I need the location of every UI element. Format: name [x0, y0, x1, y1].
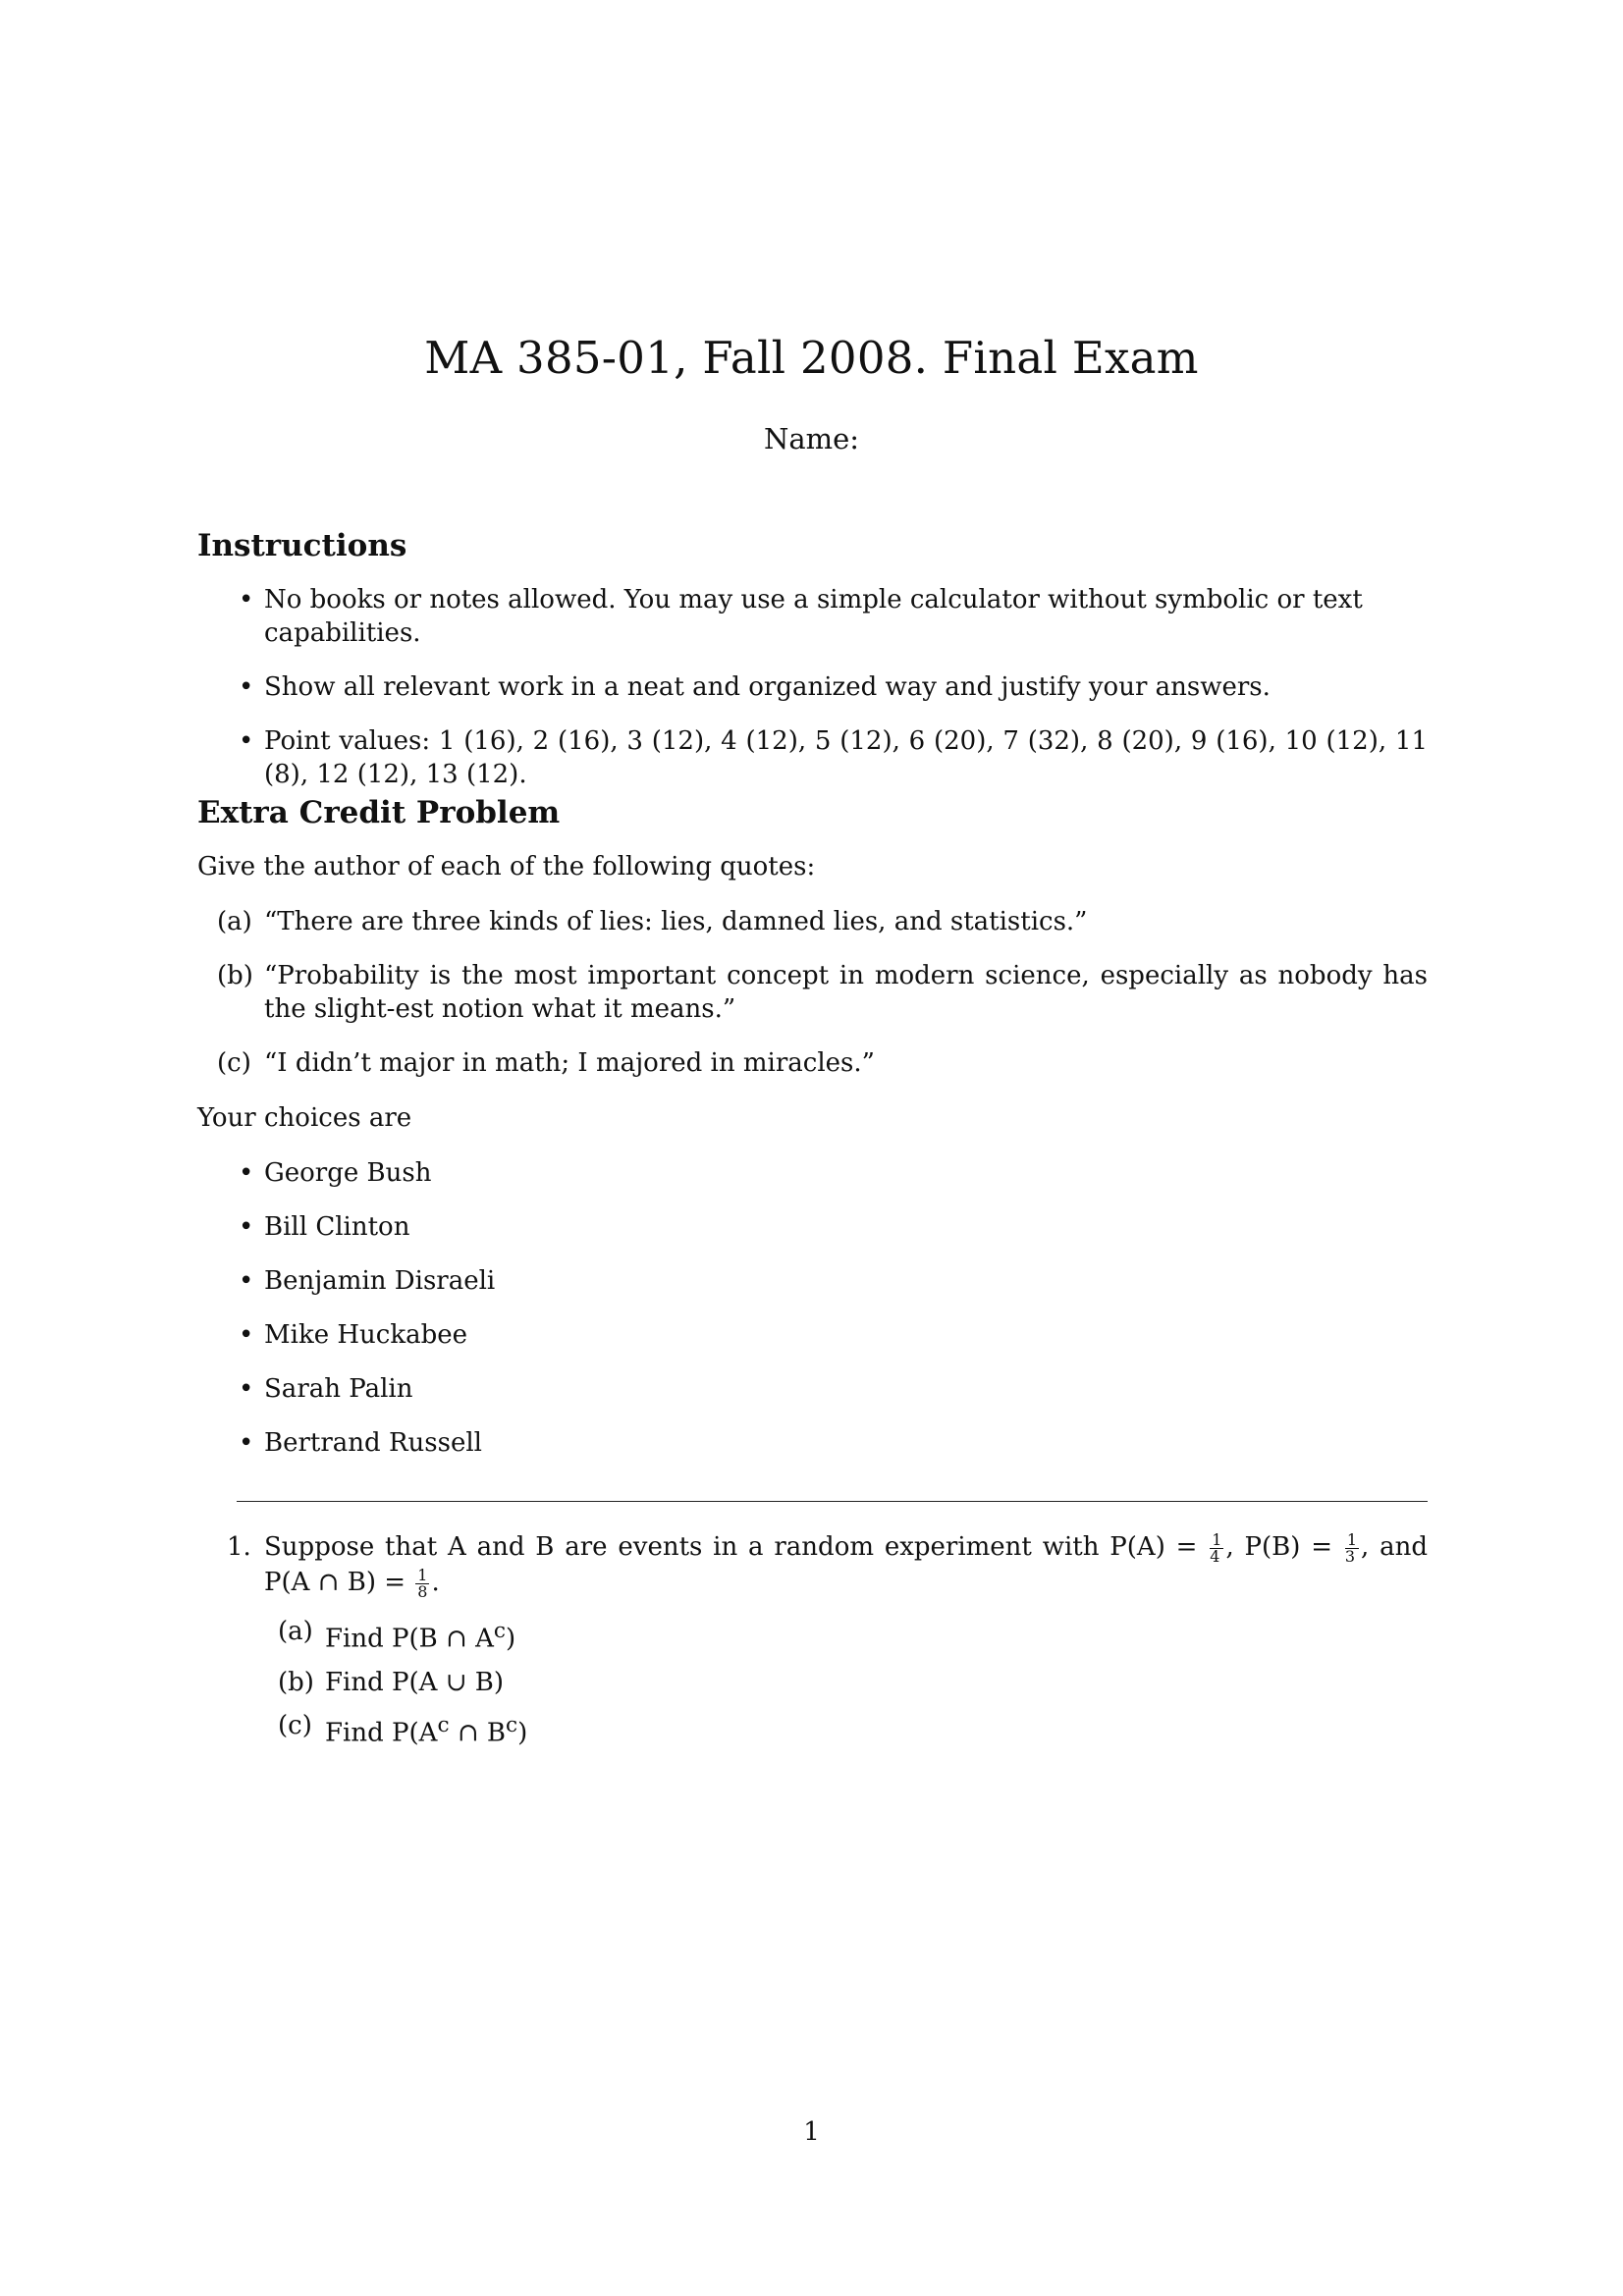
list-item: [197, 1156, 1428, 1190]
problem-statement: [264, 1529, 1428, 1565]
part-close: ): [517, 1718, 528, 1748]
list-item: [197, 583, 1428, 650]
fraction-pab: [415, 1565, 429, 1601]
extra-credit-prompt: Give the author of each of the following quotes:: [197, 852, 816, 881]
list-item: [197, 1426, 1428, 1460]
instruction-text: Point values: 1 (16), 2 (16), 3 (12), 4 (12), 5 (12), 6 (20), 7 (32), 8 (20), 9 (16), 10 (12), 11 (8), 12 (12), 13 (12).: [264, 726, 1428, 789]
list-item: [197, 1372, 1428, 1406]
part-text: Find P(A ∪ B): [325, 1667, 504, 1697]
section-divider: [237, 1501, 1428, 1502]
choices-list: [197, 1156, 1428, 1460]
list-item: [197, 1704, 1428, 1755]
bullet-icon: •: [239, 672, 254, 702]
fraction-pb: [1344, 1529, 1359, 1566]
part-label: (a): [278, 1617, 313, 1646]
fraction-numerator: 1: [1212, 1529, 1222, 1549]
quote-label: (a): [217, 907, 252, 936]
bullet-icon: •: [239, 1158, 254, 1188]
list-item: [197, 1210, 1428, 1244]
list-item: [197, 959, 1428, 1026]
bullet-icon: •: [239, 726, 254, 756]
instructions-list: [197, 583, 1428, 791]
instructions-heading: Instructions: [197, 528, 407, 563]
list-item: [197, 1264, 1428, 1298]
problem-statement-line2: P(A ∩ B) = $\frac{1}{8}$ .: [264, 1565, 440, 1601]
instruction-text: Show all relevant work in a neat and organized way and justify your answers.: [264, 672, 1271, 702]
intersection-label: P(A ∩ B) =: [264, 1568, 406, 1597]
list-item: [197, 1318, 1428, 1352]
fraction-numerator: 1: [417, 1565, 428, 1584]
quote-text: “Probability is the most important concept in modern science, especially as nobody has the slight-est notion what it means.”: [264, 961, 1428, 1024]
fraction-denominator: 4: [1210, 1546, 1220, 1566]
bullet-icon: •: [239, 1428, 254, 1458]
quote-label: (c): [217, 1048, 251, 1078]
part-text: Find P(A: [325, 1718, 438, 1748]
part-superscript: c: [493, 1619, 506, 1643]
list-item: [197, 670, 1428, 704]
bullet-icon: •: [239, 585, 254, 614]
quote-text: “There are three kinds of lies: lies, damned lies, and statistics.”: [264, 907, 1088, 936]
list-item: [197, 905, 1428, 938]
choice-text: Mike Huckabee: [264, 1320, 467, 1350]
fraction-denominator: 3: [1344, 1546, 1356, 1566]
fraction-denominator: 8: [417, 1581, 428, 1601]
and-word: , and: [1361, 1532, 1429, 1562]
part-label: (b): [278, 1667, 314, 1697]
part-close: ): [505, 1624, 516, 1654]
problem-1: [197, 1529, 1428, 1600]
bullet-icon: •: [239, 1374, 254, 1404]
bullet-icon: •: [239, 1266, 254, 1296]
pb-label: , P(B) =: [1225, 1532, 1333, 1562]
list-item: [197, 1046, 1428, 1080]
choice-text: Bill Clinton: [264, 1212, 410, 1242]
choice-text: Sarah Palin: [264, 1374, 413, 1404]
bullet-icon: •: [239, 1320, 254, 1350]
part-text: Find P(B ∩ A: [325, 1624, 494, 1654]
choice-text: Bertrand Russell: [264, 1428, 482, 1458]
list-item: [197, 1661, 1428, 1704]
list-item: [197, 724, 1428, 791]
page-number: 1: [803, 2117, 820, 2147]
name-label: Name:: [763, 422, 860, 455]
choice-text: George Bush: [264, 1158, 432, 1188]
statement-text: Suppose that A and B are events in a random experiment with P(A) =: [264, 1532, 1198, 1562]
page-title: MA 385-01, Fall 2008. Final Exam: [424, 332, 1199, 384]
part-superscript: c: [437, 1712, 450, 1737]
choices-intro: Your choices are: [197, 1103, 412, 1133]
part-label: (c): [278, 1710, 312, 1740]
quote-text: “I didn’t major in math; I majored in miracles.”: [264, 1048, 875, 1078]
quote-label: (b): [217, 961, 253, 990]
problem-1-parts: [197, 1610, 1428, 1754]
choice-text: Benjamin Disraeli: [264, 1266, 496, 1296]
extra-credit-heading: Extra Credit Problem: [197, 795, 561, 830]
list-item: [197, 1610, 1428, 1661]
fraction-numerator: 1: [1346, 1529, 1358, 1549]
bullet-icon: •: [239, 1212, 254, 1242]
fraction-pa: [1210, 1529, 1223, 1566]
part-mid: ∩ B: [449, 1718, 506, 1748]
part-superscript-2: c: [506, 1712, 518, 1737]
quotes-list: [197, 905, 1428, 1080]
problem-number: 1.: [227, 1532, 251, 1562]
instruction-text: No books or notes allowed. You may use a simple calculator without symbolic or text capabilities.: [264, 585, 1363, 648]
